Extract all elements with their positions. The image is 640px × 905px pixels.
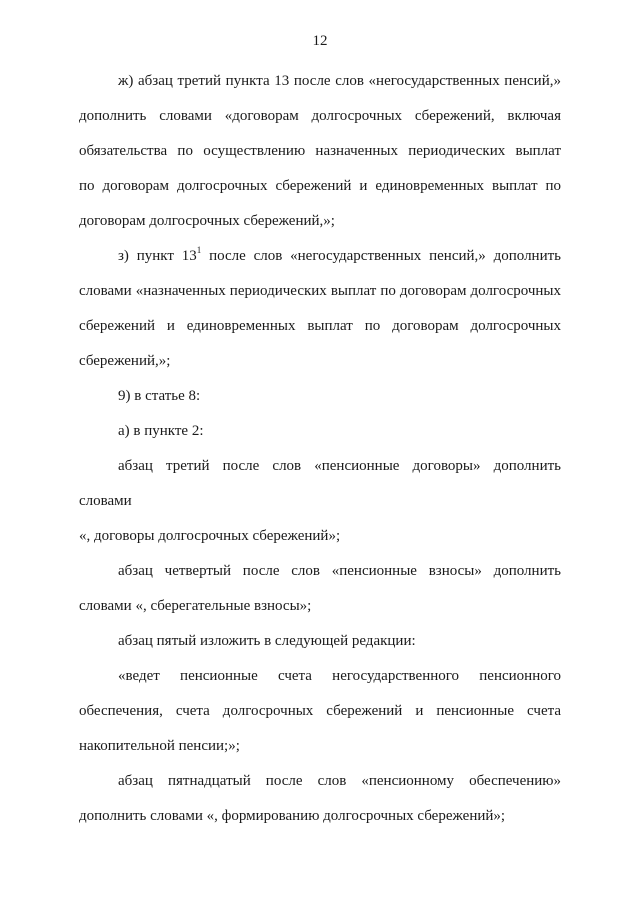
text-line: абзац четвертый после слов «пенсионные взносы» дополнить [118, 563, 561, 579]
paragraph-abzac-15 [79, 764, 561, 834]
text-line: дополнить словами «договорам долгосрочных сбережений, включая [79, 108, 561, 124]
superscript: 1 [196, 245, 202, 255]
text-line: а) в пункте 2: [118, 423, 204, 439]
text-line: словами «назначенных периодических выплат по договорам долгосрочных [79, 283, 561, 299]
page-number: 12 [312, 33, 328, 49]
text-line: абзац пятнадцатый после слов «пенсионному обеспечению» [118, 773, 561, 789]
text-line: договорам долгосрочных сбережений,»; [79, 213, 335, 229]
text-line: сбережений и единовременных выплат по договорам долгосрочных [79, 318, 561, 334]
paragraph-abzac-5 [79, 624, 561, 659]
text-fragment: после слов «негосударственных пенсий,» дополнить [201, 248, 562, 264]
text-line: «, договоры долгосрочных сбережений»; [79, 528, 341, 544]
paragraph-a [79, 414, 561, 449]
document-body [79, 64, 561, 834]
paragraph-abzac-4 [79, 554, 561, 624]
text-line: дополнить словами «, формированию долгосрочных сбережений»; [79, 808, 506, 824]
paragraph-z [79, 239, 561, 379]
text-line: абзац пятый изложить в следующей редакции: [118, 633, 416, 649]
text-line [79, 239, 561, 274]
text-line: словами «, сберегательные взносы»; [79, 598, 312, 614]
text-line: «ведет пенсионные счета негосударственного пенсионного [118, 668, 561, 684]
paragraph-abzac-3 [79, 449, 561, 554]
text-line: обеспечения, счета долгосрочных сбережений и пенсионные счета [79, 703, 561, 719]
text-line: по договорам долгосрочных сбережений и единовременных выплат по [79, 178, 561, 194]
paragraph-quote [79, 659, 561, 764]
text-line: абзац третий после слов «пенсионные договоры» дополнить словами [79, 458, 561, 509]
paragraph-9 [79, 379, 561, 414]
paragraph-zh [79, 64, 561, 239]
text-line: накопительной пенсии;»; [79, 738, 240, 754]
text-line: сбережений,»; [79, 353, 171, 369]
text-fragment: з) пункт 13 [118, 248, 197, 264]
text-line: 9) в статье 8: [118, 388, 201, 404]
text-line: обязательства по осуществлению назначенных периодических выплат [79, 143, 561, 159]
text-line: ж) абзац третий пункта 13 после слов «негосударственных пенсий,» [118, 73, 561, 89]
